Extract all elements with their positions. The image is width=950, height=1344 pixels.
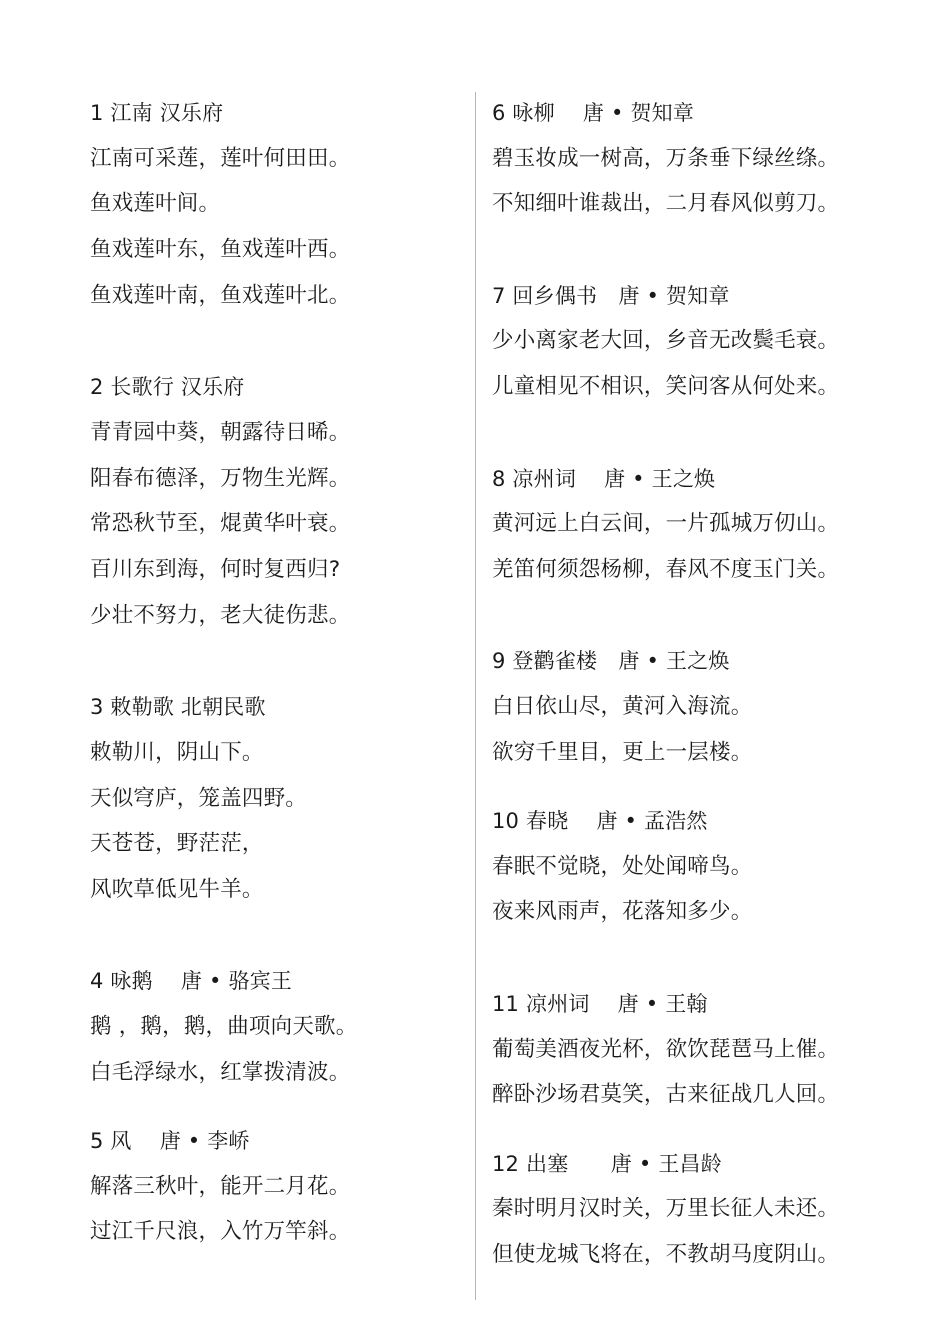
- poem-title: 10 春晓 唐 • 孟浩然: [492, 809, 708, 833]
- poem-title: 3 敕勒歌 北朝民歌: [90, 695, 266, 719]
- poem-title: 6 咏柳 唐 • 贺知章: [492, 101, 695, 125]
- poem-line: 羌笛何须怨杨柳，春风不度玉门关。: [492, 557, 840, 582]
- poem-line: 阳春布德泽，万物生光辉。: [90, 466, 351, 491]
- poem-title: 7 回乡偶书 唐 • 贺知章: [492, 284, 730, 308]
- poem-line: 白日依山尽，黄河入海流。: [492, 694, 753, 719]
- poem-line: 常恐秋节至，焜黄华叶衰。: [90, 511, 351, 536]
- poem-line: 但使龙城飞将在，不教胡马度阴山。: [492, 1242, 840, 1267]
- poem-line: 欲穷千里目，更上一层楼。: [492, 740, 753, 765]
- poem-line: 夜来风雨声，花落知多少。: [492, 899, 753, 924]
- poem-line: 碧玉妆成一树高，万条垂下绿丝绦。: [492, 146, 840, 171]
- poem-title: 5 风 唐 • 李峤: [90, 1129, 250, 1153]
- poem-line: 不知细叶谁裁出，二月春风似剪刀。: [492, 191, 840, 216]
- poem-line: 黄河远上白云间，一片孤城万仞山。: [492, 511, 840, 536]
- poem-title: 4 咏鹅 唐 • 骆宾王: [90, 969, 293, 993]
- poem-line: 鹅 ，鹅，鹅，曲项向天歌。: [90, 1014, 358, 1039]
- poem-line: 敕勒川，阴山下。: [90, 740, 264, 765]
- poem-line: 天苍苍，野茫茫，: [90, 831, 264, 856]
- poem-title: 8 凉州词 唐 • 王之焕: [492, 467, 716, 491]
- poem-line: 白毛浮绿水，红掌拨清波。: [90, 1060, 351, 1085]
- poem-line: 鱼戏莲叶南，鱼戏莲叶北。: [90, 283, 351, 308]
- poem-line: 葡萄美酒夜光杯，欲饮琵琶马上催。: [492, 1037, 840, 1062]
- poem-line: 解落三秋叶，能开二月花。: [90, 1174, 351, 1199]
- poem-line: 鱼戏莲叶东，鱼戏莲叶西。: [90, 237, 351, 262]
- column-divider: [475, 92, 476, 1300]
- poem-line: 鱼戏莲叶间。: [90, 191, 221, 216]
- poem-line: 风吹草低见牛羊。: [90, 877, 264, 902]
- poem-line: 天似穹庐，笼盖四野。: [90, 786, 308, 811]
- poem-line: 春眠不觉晓，处处闻啼鸟。: [492, 854, 753, 879]
- poem-line: 百川东到海，何时复西归?: [90, 557, 341, 582]
- poem-line: 过江千尺浪，入竹万竿斜。: [90, 1219, 351, 1244]
- poem-line: 醉卧沙场君莫笑，古来征战几人回。: [492, 1082, 840, 1107]
- poem-title: 12 出塞 唐 • 王昌龄: [492, 1152, 722, 1176]
- poem-line: 少壮不努力，老大徒伤悲。: [90, 603, 351, 628]
- poem-title: 1 江南 汉乐府: [90, 101, 224, 125]
- poem-title: 9 登鹳雀楼 唐 • 王之焕: [492, 649, 730, 673]
- poem-line: 江南可采莲，莲叶何田田。: [90, 146, 351, 171]
- poem-line: 秦时明月汉时关，万里长征人未还。: [492, 1196, 840, 1221]
- poem-title: 11 凉州词 唐 • 王翰: [492, 992, 708, 1016]
- poem-line: 儿童相见不相识，笑问客从何处来。: [492, 374, 840, 399]
- poem-line: 少小离家老大回，乡音无改鬓毛衰。: [492, 328, 840, 353]
- poem-line: 青青园中葵，朝露待日晞。: [90, 420, 351, 445]
- poem-title: 2 长歌行 汉乐府: [90, 375, 245, 399]
